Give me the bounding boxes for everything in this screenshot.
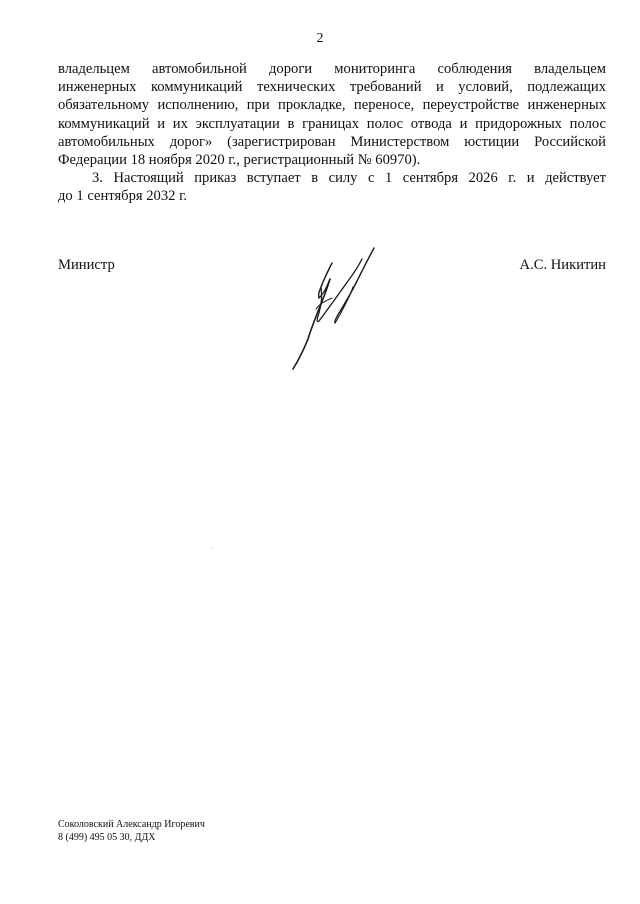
page-number: 2 [316, 31, 324, 46]
paragraph-3-line: 3. Настоящий приказ вступает в силу с 1 сентября 2026 г. и действует [92, 170, 606, 187]
executor-name: Соколовский Александр Игоревич [58, 819, 205, 830]
signatory-title: Министр [58, 257, 115, 273]
body-line: владельцем автомобильной дороги мониторинга соблюдения владельцем [58, 61, 606, 77]
body-line: инженерных коммуникаций технических требований и условий, подлежащих [58, 79, 606, 96]
body-line: Федерации 18 ноября 2020 г., регистрационный № 60970). [58, 152, 421, 169]
signatory-name: А.С. Никитин [519, 257, 606, 273]
executor-phone: 8 (499) 495 05 30, ДДХ [58, 831, 156, 843]
body-text [58, 60, 606, 206]
body-line: обязательному исполнению, при прокладке, переносе, переустройстве инженерных [58, 97, 606, 114]
body-line: автомобильных дорог» (зарегистрирован Министерством юстиции Российской [58, 133, 606, 150]
body-line: коммуникаций и их эксплуатации в границах полос отвода и придорожных полос [58, 115, 606, 132]
paragraph-3-line: до 1 сентября 2032 г. [58, 188, 188, 205]
scan-speck [212, 548, 213, 549]
handwritten-signature-icon [286, 243, 378, 371]
footer-executor-info [58, 819, 205, 844]
